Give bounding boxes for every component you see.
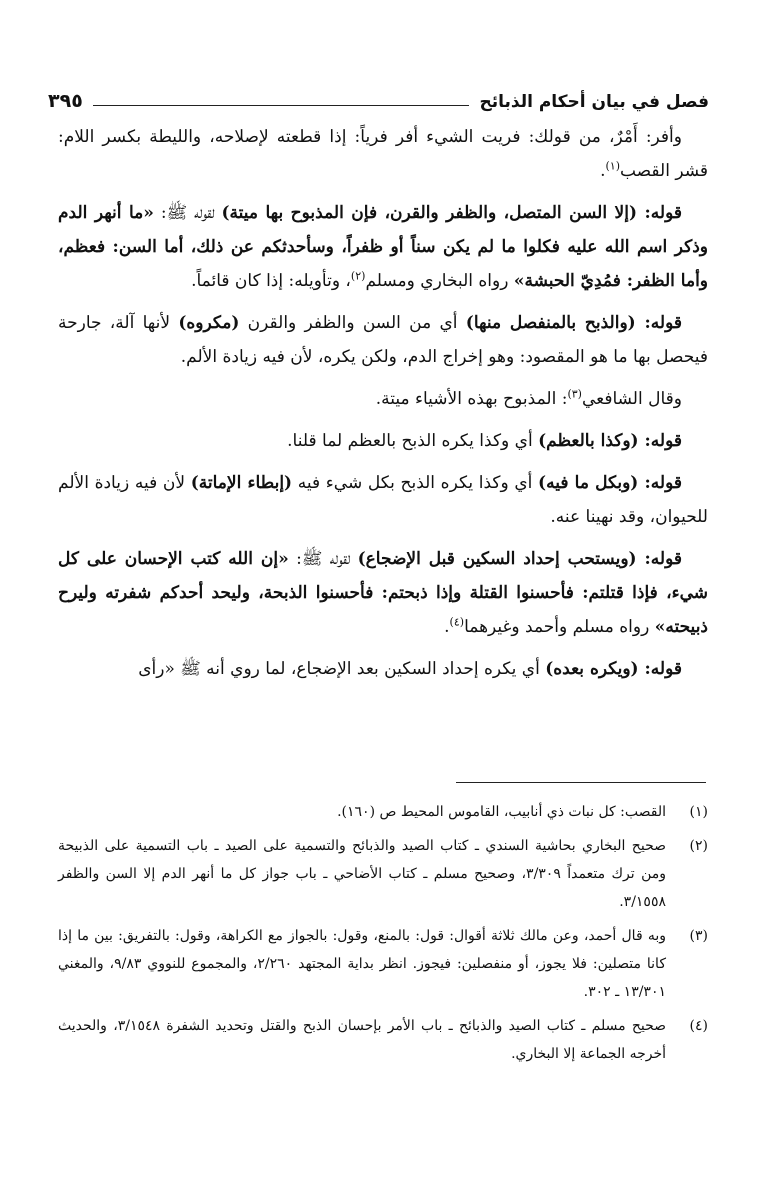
text: . xyxy=(444,617,450,637)
quoted-matn: قوله: (وبكل ما فيه) xyxy=(538,473,682,493)
page-number: ٣٩٥ xyxy=(48,90,83,112)
page-header xyxy=(48,78,709,112)
text: وقال الشافعي xyxy=(581,389,682,409)
text: أي وكذا يكره الذبح بكل شيء فيه xyxy=(292,473,539,493)
quoted-matn: قوله: (ويكره بعده) xyxy=(545,659,682,679)
footnote-ref: (١) xyxy=(605,159,620,173)
footnote-number: (٤) xyxy=(689,1018,708,1034)
text: لقوله ﷺ: xyxy=(153,203,222,223)
footnote-ref: (٤) xyxy=(449,615,465,629)
paragraph-2 xyxy=(58,196,708,298)
running-title: فصل في بيان أحكام الذبائح xyxy=(479,92,709,112)
footnote xyxy=(58,922,708,1006)
quoted-matn: قوله: (وكذا بالعظم) xyxy=(538,431,682,451)
quoted-matn: (إبطاء الإماتة) xyxy=(190,473,293,493)
paragraph-4 xyxy=(58,382,708,416)
footnote-number: (١) xyxy=(689,804,708,820)
footnote-number: (٣) xyxy=(689,928,708,944)
paragraph-3 xyxy=(58,306,708,374)
footnote-text: وبه قال أحمد، وعن مالك ثلاثة أقوال: قول: بالمنع، وقول: بالجواز مع الكراهة، وقول: بالتفريق: بين ما إذا كانا متصلين: فلا يجوز، أو منفصلين: فيجوز. انظر بداية المجتهد ٢/٢٦٠، والمجموع للنووي ٩/٨٣، والمغني ١٣/٣٠١ ـ ٣٠٢. xyxy=(58,928,666,1000)
footnote-ref: (٢) xyxy=(350,269,366,283)
paragraph-1 xyxy=(58,120,708,188)
text: لأنها آلة، جارحة فيحصل بها ما هو المقصود: وهو إخراج الدم، ولكن يكره، لأن فيه زيادة الألم. xyxy=(58,313,708,367)
paragraph-6 xyxy=(58,466,708,534)
footnote-text: صحيح البخاري بحاشية السندي ـ كتاب الصيد والذبائح والتسمية على الصيد ـ باب التسمية على الذبيحة ومن ترك متعمداً ٣/٣٠٩، وصحيح مسلم ـ كتاب الأضاحي ـ باب جواز كل ما أنهر الدم إلا السن والظفر ٣/١٥٥٨. xyxy=(58,838,666,910)
footnote-text: صحيح مسلم ـ كتاب الصيد والذبائح ـ باب الأمر بإحسان الذبح والقتل وتحديد الشفرة ٣/١٥٤٨، والحديث أخرجه الجماعة إلا البخاري. xyxy=(58,1018,667,1062)
quoted-matn: قوله: (ويستحب إحداد السكين قبل الإضجاع) xyxy=(357,549,682,569)
main-text xyxy=(58,120,708,694)
text: لأن فيه زيادة الألم للحيوان، وقد نهينا عنه. xyxy=(58,473,708,527)
header-rule xyxy=(93,105,470,106)
text: وأفر: أَمْرٌ، من قولك: فريت الشيء أفر فرياً: إذا قطعته لإصلاحه، والليطة بكسر اللام: قشر القصب xyxy=(58,127,708,181)
text: أي من السن والظفر والقرن xyxy=(239,313,466,333)
text: : المذبوح بهذه الأشياء ميتة. xyxy=(375,389,568,409)
text: رواه مسلم وأحمد وغيرهما xyxy=(464,617,655,637)
footnote-ref: (٣) xyxy=(567,387,582,401)
footnote-separator xyxy=(456,782,706,783)
paragraph-8 xyxy=(58,652,708,686)
footnote-text: القصب: كل نبات ذي أنابيب، القاموس المحيط ص (١٦٠). xyxy=(337,804,666,820)
text: أي وكذا يكره الذبح بالعظم لما قلنا. xyxy=(287,431,539,451)
quoted-matn: قوله: (إلا السن المتصل، والظفر والقرن، فإن المذبوح بها ميتة) xyxy=(221,203,682,223)
text: لقوله ﷺ: xyxy=(288,549,358,569)
footnotes xyxy=(58,798,708,1074)
paragraph-7 xyxy=(58,542,708,644)
quoted-matn: قوله: (والذبح بالمنفصل منها) xyxy=(465,313,682,333)
footnote xyxy=(58,1012,708,1068)
text: رواه البخاري ومسلم xyxy=(365,271,514,291)
hadith-quote: «ما أنهر الدم وذكر اسم الله عليه فكلوا ما لم يكن سناً أو ظفراً، وسأحدثكم عن ذلك، أما السن: فعظم، وأما الظفر: فمُدِيّ الحبشة» xyxy=(58,203,708,291)
hadith-quote: «إن الله كتب الإحسان على كل شيء، فإذا قتلتم: فأحسنوا القتلة وإذا ذبحتم: فأحسنوا الذبحة، وليحد أحدكم شفرته وليرح ذبيحته» xyxy=(58,549,708,637)
paragraph-5 xyxy=(58,424,708,458)
quoted-matn: (مكروه) xyxy=(178,313,240,333)
text: أي يكره إحداد السكين بعد الإضجاع، لما روي أنه ﷺ «رأى xyxy=(138,659,546,679)
text: . xyxy=(600,161,606,181)
footnote xyxy=(58,832,708,916)
footnote xyxy=(58,798,708,826)
text: ، وتأويله: إذا كان قائماً. xyxy=(191,271,351,291)
footnote-number: (٢) xyxy=(689,838,708,854)
